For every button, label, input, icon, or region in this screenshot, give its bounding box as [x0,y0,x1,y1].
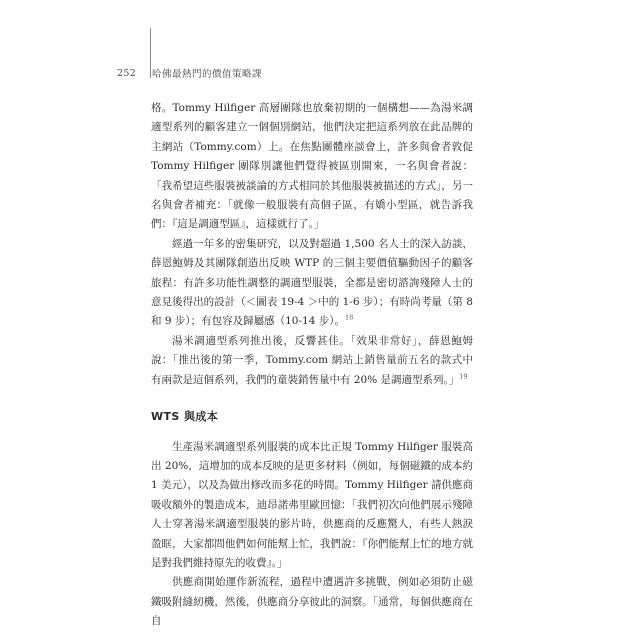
paragraph [151,573,473,631]
paragraph-text: 供應商開始運作新流程，過程中遭遇許多挑戰，例如必須防止磁鐵吸附縫紉機，然後，供應商分享彼此的洞察。「通常，每個供應商在自 [151,576,473,628]
running-title: 哈佛最熱門的價值策略課 [152,69,263,80]
page-number: 252 [117,67,137,79]
body-text [151,99,473,632]
endnote-marker: 19 [459,372,468,381]
paragraph-text: 湯米調適型系列推出後，反響甚佳。「效果非常好」，薛恩鮑姆說：「推出後的第一季，Tommy.com 網站上銷售量前五名的款式中有兩款是這個系列，我們的童裝銷售量中有 20% 是調適型系列。」 [151,334,473,386]
page-header [117,66,262,80]
paragraph [151,235,473,332]
paragraph-text: 格。Tommy Hilfiger 高層團隊也放棄初期的一個構想——為湯米調適型系列的顧客建立一個個別網站，他們決定把這系列放在此品牌的主網站（Tommy.com）上。在焦點團體座談會上，許多與會者敦促 Tommy Hilfiger 團隊別讓他們覺得被區別開來，一名與會者說：「我希望這些服裝被談論的方式相同於其他服裝被描述的方式」，另一名與會者補充：「就像一般服裝有高個子區，有嬌小型區，就告訴我們：『這是調適型區』，這樣就行了。」 [151,102,473,231]
paragraph [151,438,473,574]
endnote-marker: 18 [344,313,354,322]
header-divider [150,28,151,78]
section-heading: WTS 與成本 [151,410,219,424]
paragraph [151,99,473,235]
paragraph-text: 經過一年多的密集研究，以及對超過 1,500 名人士的深入訪談，薛恩鮑姆及其團隊創造出反映 WTP 的三個主要價值驅動因子的顧客旅程：有許多功能性調整的調適型服裝，全都是密切諮詢殘障人士的意見後得出的設計（＜圖表 19-4 ＞中的 1-6 步）；有時尚考量（第 8 和 9 步）；有包容及歸屬感（10-14 步）。 [151,237,473,328]
paragraph-text: 生產湯米調適型系列服裝的成本比正規 Tommy Hilfiger 服裝高出 20%，這增加的成本反映的是更多材料（例如，每個磁鐵的成本約 1 美元），以及為做出修改而多花的時間。Tommy Hilfiger 請供應商吸收額外的製造成本，迪昂諾弗里歐回憶：「我們初次向他們展示殘障人士穿著湯米調適型服裝的影片時，供應商的反應驚人，有些人熱淚盈眶，大家都問他們如何能幫上忙，我們說：『你們能幫上忙的地方就是對我們維持原先的收費』。」 [151,440,473,569]
paragraph [151,332,473,390]
